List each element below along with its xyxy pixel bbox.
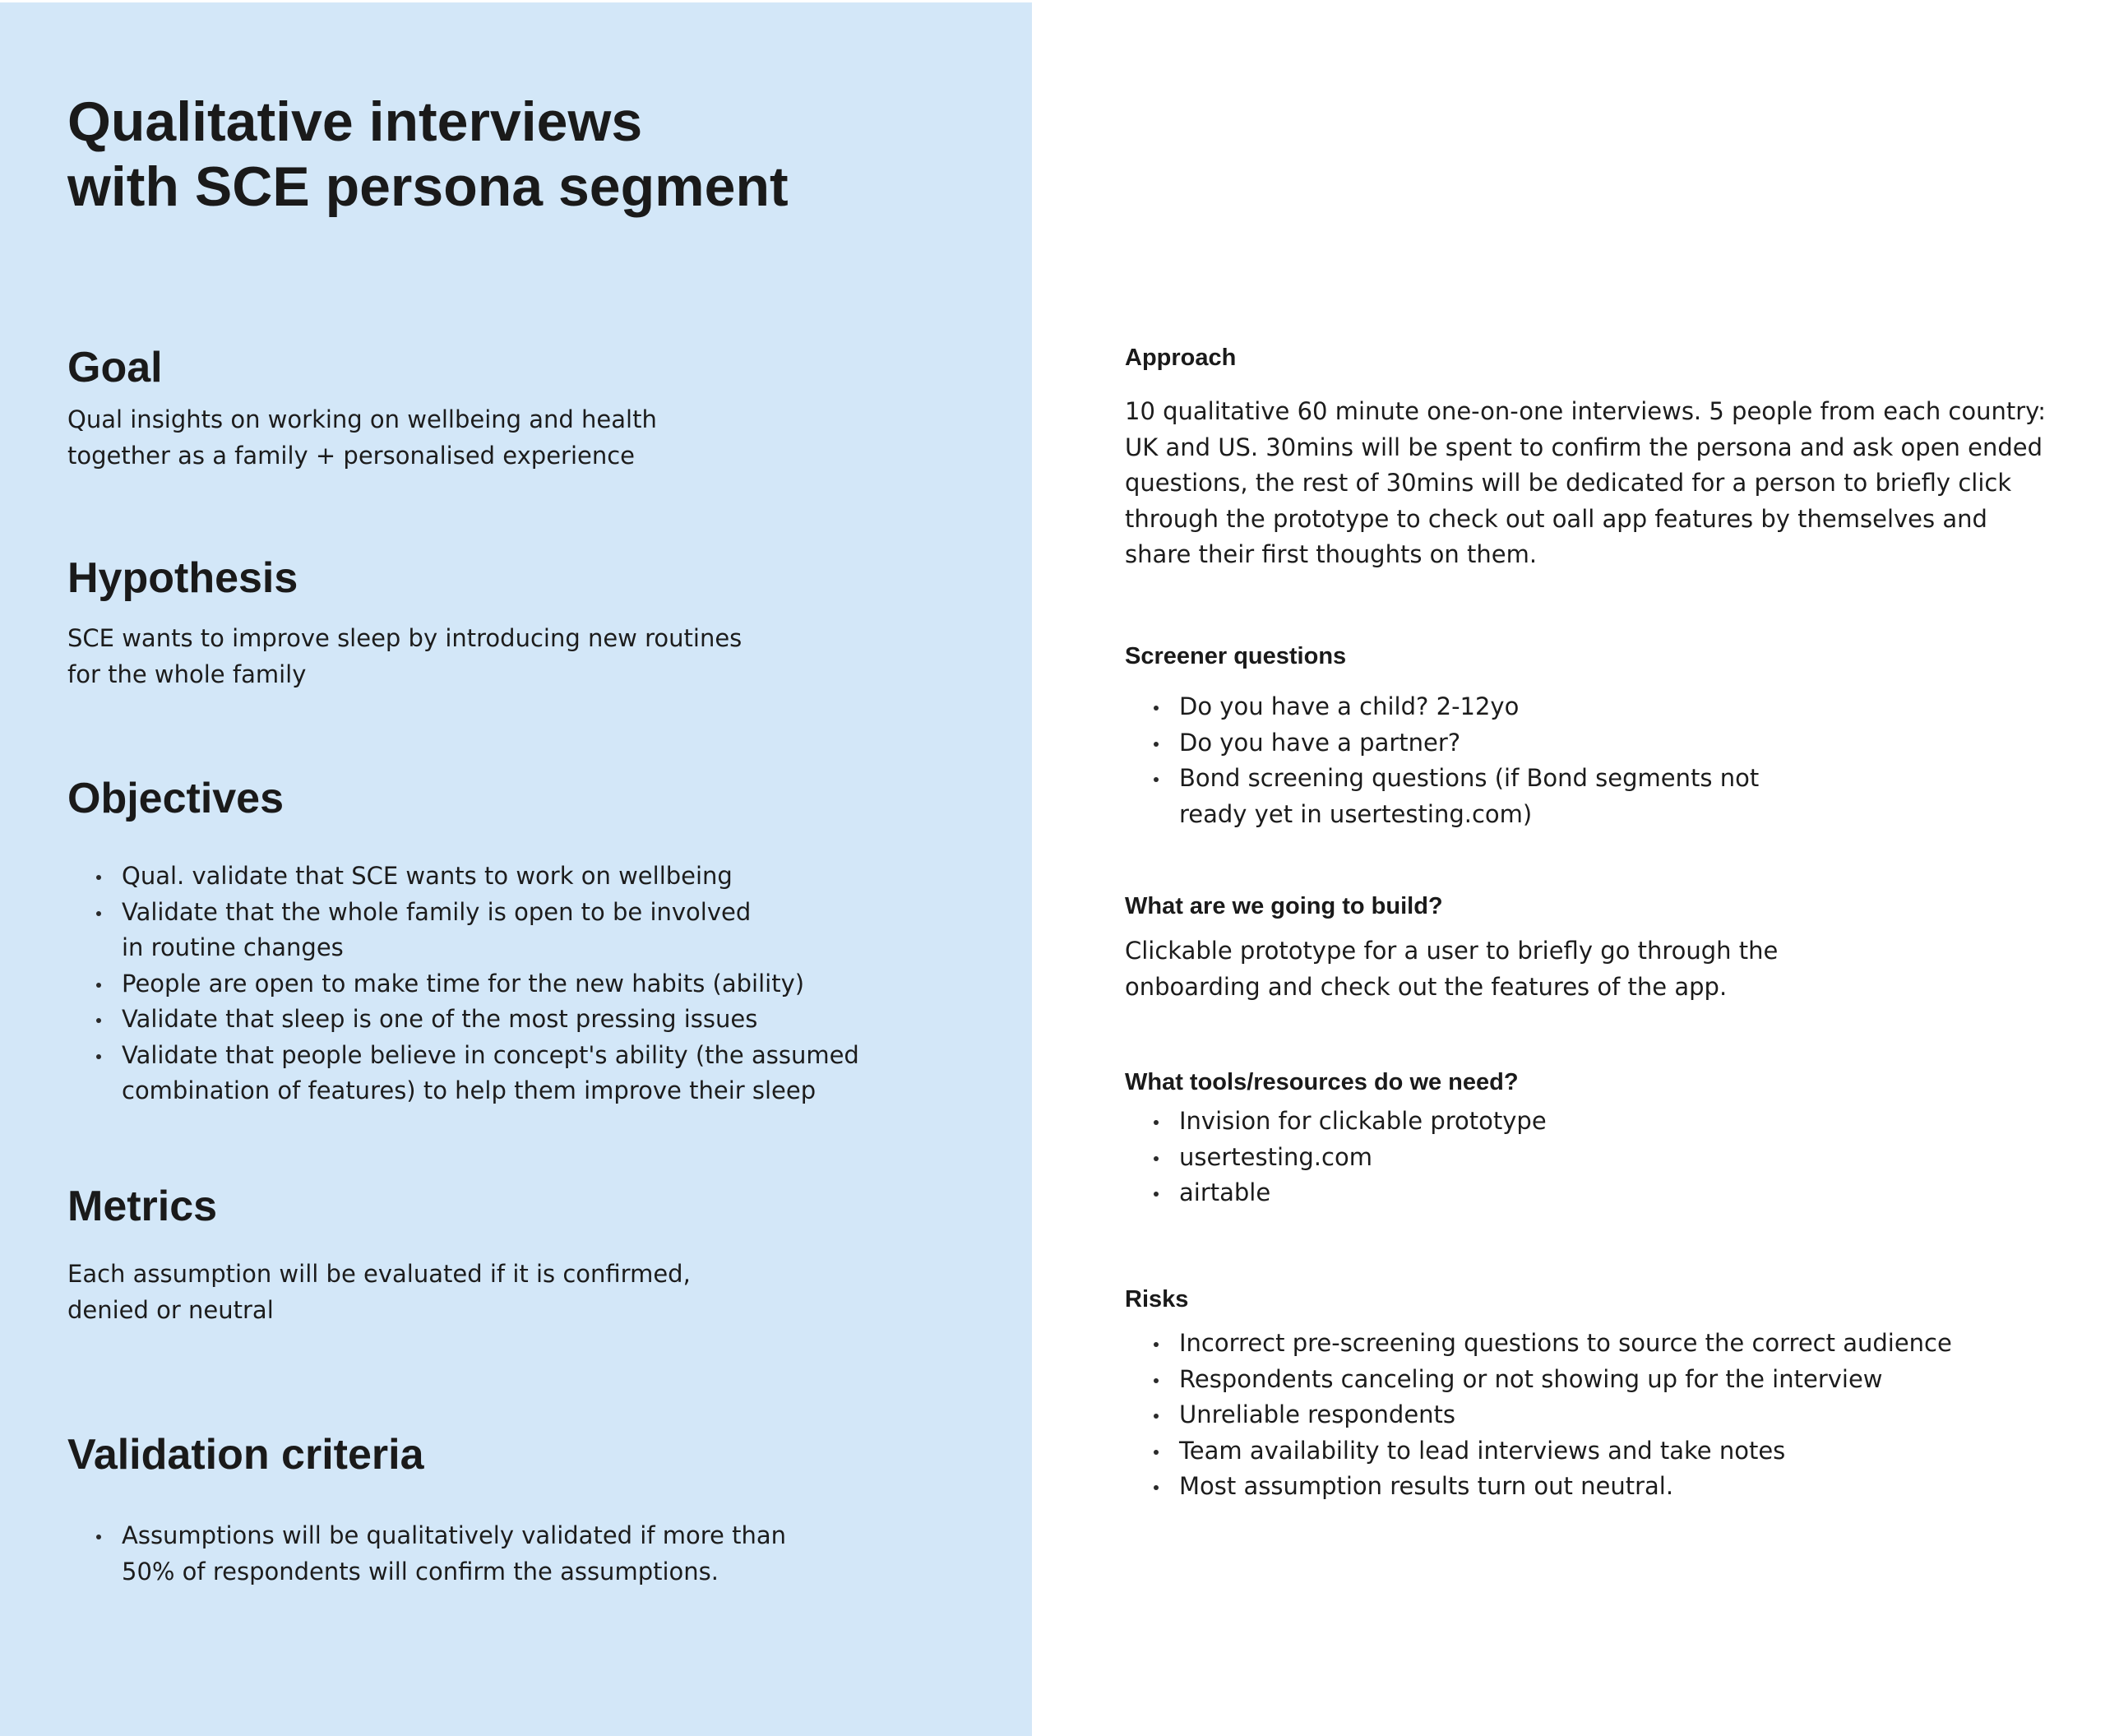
screener-item: Do you have a child? 2-12yo xyxy=(1125,689,1832,725)
build-heading: What are we going to build? xyxy=(1125,893,1443,919)
hypothesis-heading: Hypothesis xyxy=(67,554,298,602)
risks-item: Most assumption results turn out neutral. xyxy=(1125,1469,2070,1505)
build-text xyxy=(1125,933,1947,1005)
risks-list xyxy=(1125,1326,2070,1505)
objective-item: People are open to make time for the new habits (ability) xyxy=(67,966,873,1002)
screener-item: Do you have a partner? xyxy=(1125,725,1832,762)
tools-list xyxy=(1125,1104,1832,1211)
build-text-line: Clickable prototype for a user to briefly go through the xyxy=(1125,937,1779,965)
hypothesis-text xyxy=(67,621,890,692)
objective-item: Validate that sleep is one of the most pressing issues xyxy=(67,1002,873,1038)
validation-criteria-list xyxy=(67,1518,791,1590)
objective-item xyxy=(67,1038,878,1109)
risks-item: Respondents canceling or not showing up for the interview xyxy=(1125,1362,2070,1398)
metrics-heading: Metrics xyxy=(67,1183,218,1230)
build-text-line: onboarding and check out the features of the app. xyxy=(1125,972,1728,1001)
page-title-line-2: with SCE persona segment xyxy=(67,155,789,218)
objective-item xyxy=(67,895,780,966)
metrics-text-line: Each assumption will be evaluated if it is confirmed, xyxy=(67,1260,691,1288)
objective-item-text: Validate that people believe in concept's ability (the assumed combination of features) to help them improve their sleep xyxy=(122,1040,859,1104)
screener-item-text: Bond screening questions (if Bond segments not ready yet in usertesting.com) xyxy=(1179,764,1760,828)
screener-heading: Screener questions xyxy=(1125,643,1347,669)
validation-criteria-heading: Validation criteria xyxy=(67,1431,424,1479)
approach-heading: Approach xyxy=(1125,345,1237,371)
objectives-list xyxy=(67,859,873,1109)
risks-item: Unreliable respondents xyxy=(1125,1397,2070,1433)
goal-text-line: Qual insights on working on wellbeing and health xyxy=(67,405,657,433)
hypothesis-text-line: SCE wants to improve sleep by introducing new routines xyxy=(67,624,743,652)
goal-text xyxy=(67,402,807,474)
objectives-heading: Objectives xyxy=(67,775,285,822)
tools-item: usertesting.com xyxy=(1125,1140,1832,1176)
hypothesis-text-line: for the whole family xyxy=(67,660,307,688)
risks-item: Incorrect pre-screening questions to source the correct audience xyxy=(1125,1326,2070,1362)
risks-heading: Risks xyxy=(1125,1286,1189,1312)
risks-item: Team availability to lead interviews and take notes xyxy=(1125,1433,2070,1470)
approach-text: 10 qualitative 60 minute one-on-one interviews. 5 people from each country: UK and US. 30mins will be spent to confirm the persona and ask open ended questions, the rest of 30mins will be dedicated for a person to briefly click through the prototype to check out oall app features by themselves and share their first thoughts on them. xyxy=(1125,397,2046,568)
page-title xyxy=(67,90,789,220)
page-title-line-1: Qualitative interviews xyxy=(67,90,643,153)
goal-text-line: together as a family + personalised experience xyxy=(67,441,636,470)
screener-list xyxy=(1125,689,1832,832)
tools-item: Invision for clickable prototype xyxy=(1125,1104,1832,1140)
goal-heading: Goal xyxy=(67,344,163,391)
tools-heading: What tools/resources do we need? xyxy=(1125,1069,1519,1095)
objective-item-text: Validate that the whole family is open to be involved in routine changes xyxy=(122,897,752,961)
objective-item: Qual. validate that SCE wants to work on wellbeing xyxy=(67,859,873,895)
tools-item: airtable xyxy=(1125,1175,1832,1211)
validation-criteria-item: Assumptions will be qualitatively validated if more than 50% of respondents will confirm the assumptions. xyxy=(67,1518,791,1590)
metrics-text xyxy=(67,1257,890,1328)
screener-item xyxy=(1125,761,1771,832)
metrics-text-line: denied or neutral xyxy=(67,1295,274,1324)
